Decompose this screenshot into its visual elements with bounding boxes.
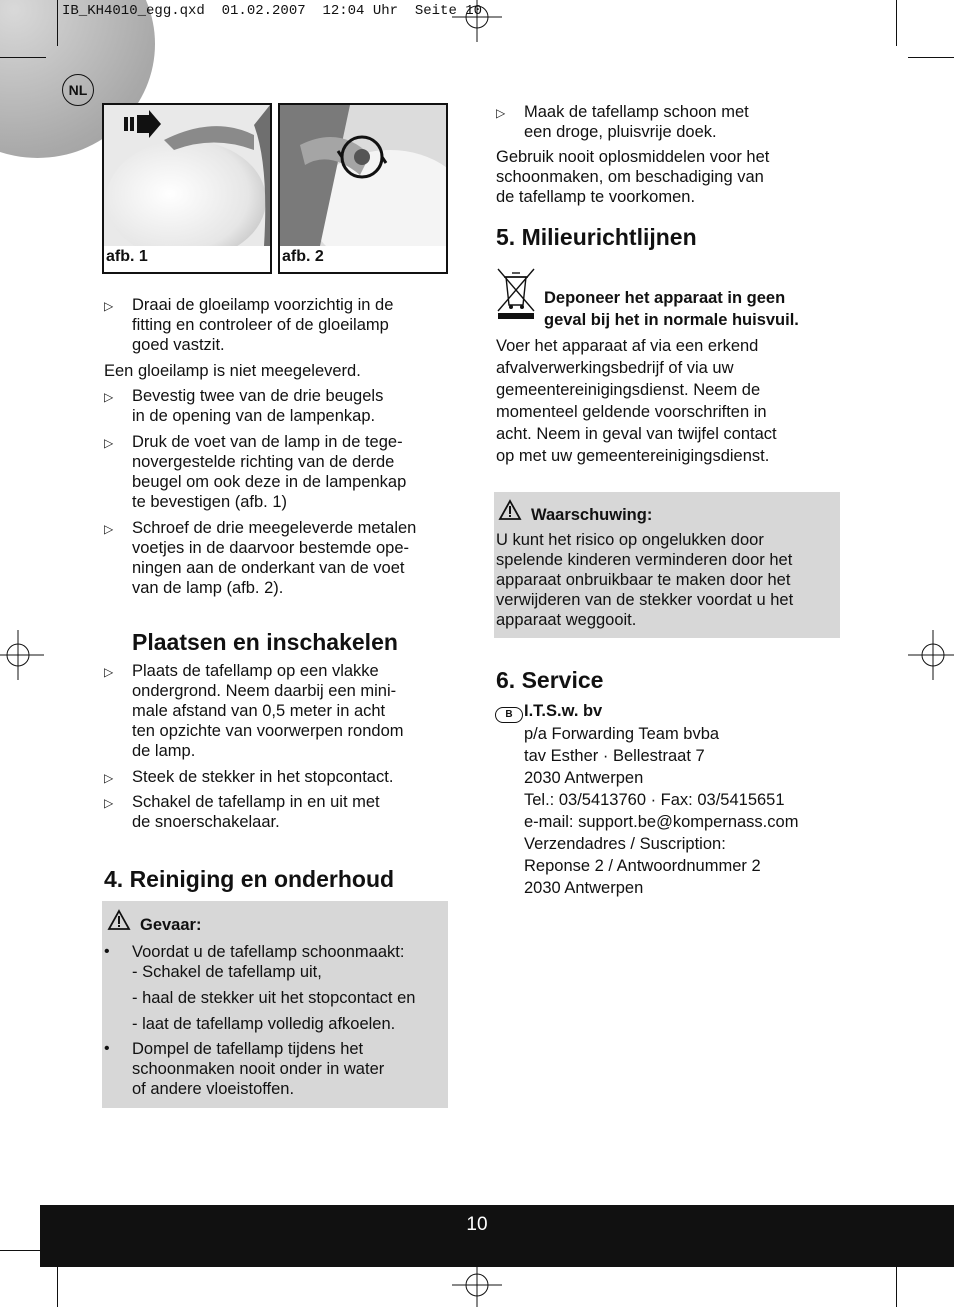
crop-mark: [0, 57, 46, 58]
print-slug: IB_KH4010_egg.qxd 01.02.2007 12:04 Uhr Seite 10: [62, 3, 483, 19]
arrow-bullet-icon: ▷: [104, 390, 114, 404]
section-heading-environment: 5. Milieurichtlijnen: [496, 224, 697, 250]
crop-mark: [896, 1262, 897, 1307]
arrow-bullet-icon: ▷: [104, 665, 114, 679]
figure-1-image: [104, 105, 270, 246]
country-badge: B: [495, 704, 523, 723]
crop-mark: [57, 1262, 58, 1307]
arrow-bullet-icon: ▷: [104, 796, 114, 810]
figure-2: [278, 103, 448, 274]
service-address: p/a Forwarding Team bvba tav Esther · Bellestraat 7 2030 Antwerpen Tel.: 03/5413760 · Fax: 03/5415651 e-mail: support.be@kompernass.com Verzendadres / Suscription: Reponse 2 / Antwoordnummer 2 2030 Antwerpen: [524, 725, 799, 897]
figure-1: [102, 103, 272, 274]
danger-substep: - haal de stekker uit het stopcontact en: [132, 989, 416, 1007]
warning-triangle-icon: [107, 909, 131, 931]
crop-mark: [57, 0, 58, 46]
registration-mark-icon: [452, 1260, 502, 1307]
language-badge: NL: [62, 74, 94, 106]
service-company: I.T.S.w. bv: [524, 702, 603, 720]
danger-title: Gevaar:: [140, 916, 202, 934]
clean-note: Gebruik nooit oplosmiddelen voor het schoonmaken, om beschadiging van de tafellamp te voorkomen.: [496, 148, 770, 206]
arrow-bullet-icon: ▷: [104, 299, 114, 313]
figure-2-caption: afb. 2: [282, 248, 324, 265]
arrow-bullet-icon: ▷: [496, 106, 506, 120]
registration-mark-icon: [908, 630, 954, 680]
arrow-bullet-icon: ▷: [104, 771, 114, 785]
warning-text: U kunt het risico op ongelukken door spelende kinderen verminderen door het apparaat onbruikbaar te maken door het verwijderen van de stekker voordat u het apparaat weggooit.: [496, 531, 794, 629]
arrow-bullet-icon: ▷: [104, 522, 114, 536]
crop-mark: [908, 57, 954, 58]
figure-1-caption: afb. 1: [106, 248, 148, 265]
note-text: Een gloeilamp is niet meegeleverd.: [104, 362, 361, 380]
section-heading-service: 6. Service: [496, 667, 604, 693]
figure-2-image: [280, 105, 446, 246]
arrow-bullet-icon: ▷: [104, 436, 114, 450]
warning-triangle-icon: [498, 499, 522, 521]
environment-text: Voer het apparaat af via een erkend afvalverwerkingsbedrijf of via uw gemeentereinigingsdienst. Neem de momenteel geldende voorschriften in acht. Neem in geval van twijfel contact op met uw gemeentereinigingsdienst.: [496, 337, 777, 465]
danger-substep: - laat de tafellamp volledig afkoelen.: [132, 1015, 396, 1033]
section-heading-cleaning: 4. Reiniging en onderhoud: [104, 866, 395, 892]
crossed-bin-icon: [496, 267, 536, 321]
environment-warning-bold: Deponeer het apparaat in geen geval bij het in normale huisvuil.: [544, 289, 799, 329]
registration-mark-icon: [0, 630, 46, 680]
warning-title: Waarschuwing:: [531, 506, 653, 524]
crop-mark: [896, 0, 897, 46]
section-heading-placing: Plaatsen en inschakelen: [132, 629, 398, 655]
page-number: 10: [466, 1214, 488, 1235]
